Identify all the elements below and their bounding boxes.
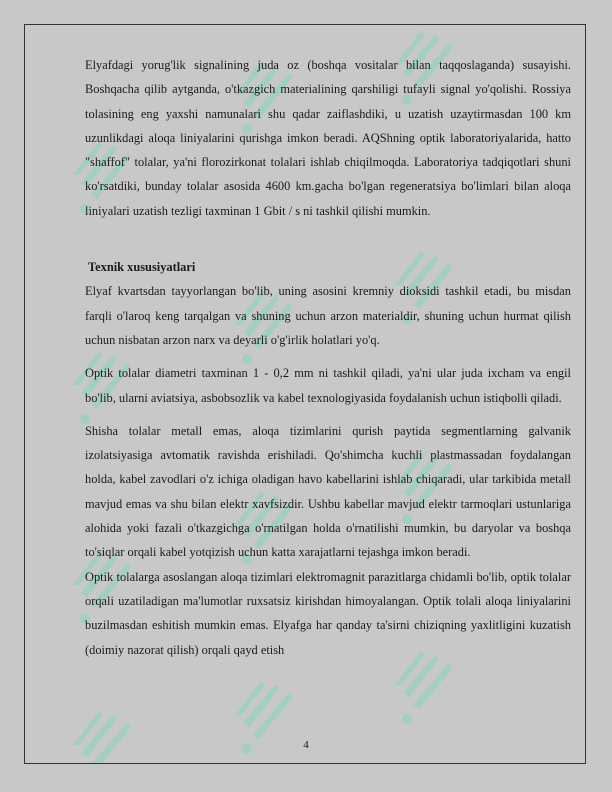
section-heading-technical-specs: Texnik xususiyatlari [88,260,196,275]
paragraph-interference-resistance: Optik tolalarga asoslangan aloqa tizimlari elektromagnit parazitlarga chidamli bo'lib, optik tolalar orqali uzatiladigan ma'lumotlar ruxsatsiz kirishdan himoyalangan. Optik tolali aloqa liniyalarini buzilmasdan eshitish mumkin emas. Elyafga har qanday ta'sirni chiziqning yaxlitligini kuzatish (doimiy nazorat qilish) orqali qayd etish [85,569,571,657]
document-body [85,53,571,662]
paragraph-fiber-diameter: Optik tolalar diametri taxminan 1 - 0,2 mm ni tashkil qiladi, ya'ni ular juda ixcham va engil bo'lib, ularni aviatsiya, asbobsozlik va kabel texnologiyasida foydalanish uchun istiqbolli qiladi. [85,366,571,405]
page-frame [24,24,586,764]
page-number: 4 [303,739,309,751]
paragraph-signal-attenuation: Elyafdagi yorug'lik signalining juda oz (boshqa vositalar bilan taqqoslaganda) susayishi. Boshqacha qilib aytganda, o'tkazgich materialining qarshiligi tufayli signal yo'qolishi. Rossiya tolasining eng yaxshi namunalari shu qadar zaiflashdiki, u uzatish uzaytirmasdan 100 km uzunlikdagi aloqa liniyalarini qurishga imkon beradi. AQShning optik laboratoriyalarida, hatto "shaffof" tolalar, ya'ni florozirkonat tolalari ishlab chiqilmoqda. Laboratoriya tadqiqotlari shuni ko'rsatdiki, bunday tolalar asosida 4600 km.gacha bo'lgan regeneratsiya bo'limlari bilan aloqa liniyalari uzatish tezligi taxminan 1 Gbit / s ni tashkil qilishi mumkin. [85,58,571,218]
paragraph-quartz-fiber: Elyaf kvartsdan tayyorlangan bo'lib, uning asosini kremniy dioksidi tashkil etadi, bu misdan farqli o'laroq keng tarqalgan va shuning uchun arzon materialdir, shuning uchun hurmat qilish uchun nisbatan arzon narx va deyarli o'g'irlik holatlari yo'q. [85,284,571,347]
paragraph-galvanic-isolation: Shisha tolalar metall emas, aloqa tizimlarini qurish paytida segmentlarning galvanik izolatsiyasiga avtomatik ravishda erishiladi. Qo'shimcha kuchli plastmassadan foydalangan holda, kabel zavodlari o'z ichiga oladigan havo kabellarini ishlab chiqaradi, ular tarkibida metall mavjud emas va shu bilan elektr xavfsizdir. Ushbu kabellar mavjud elektr tarmoqlari ustunlariga alohida yoki fazali o'tkazgichga o'rnatilgan holda o'rnatilishi mumkin, bu daryolar va boshqa to'siqlar orqali kabel yotqizish uchun katta xarajatlarni tejashga imkon beradi. [85,423,571,560]
